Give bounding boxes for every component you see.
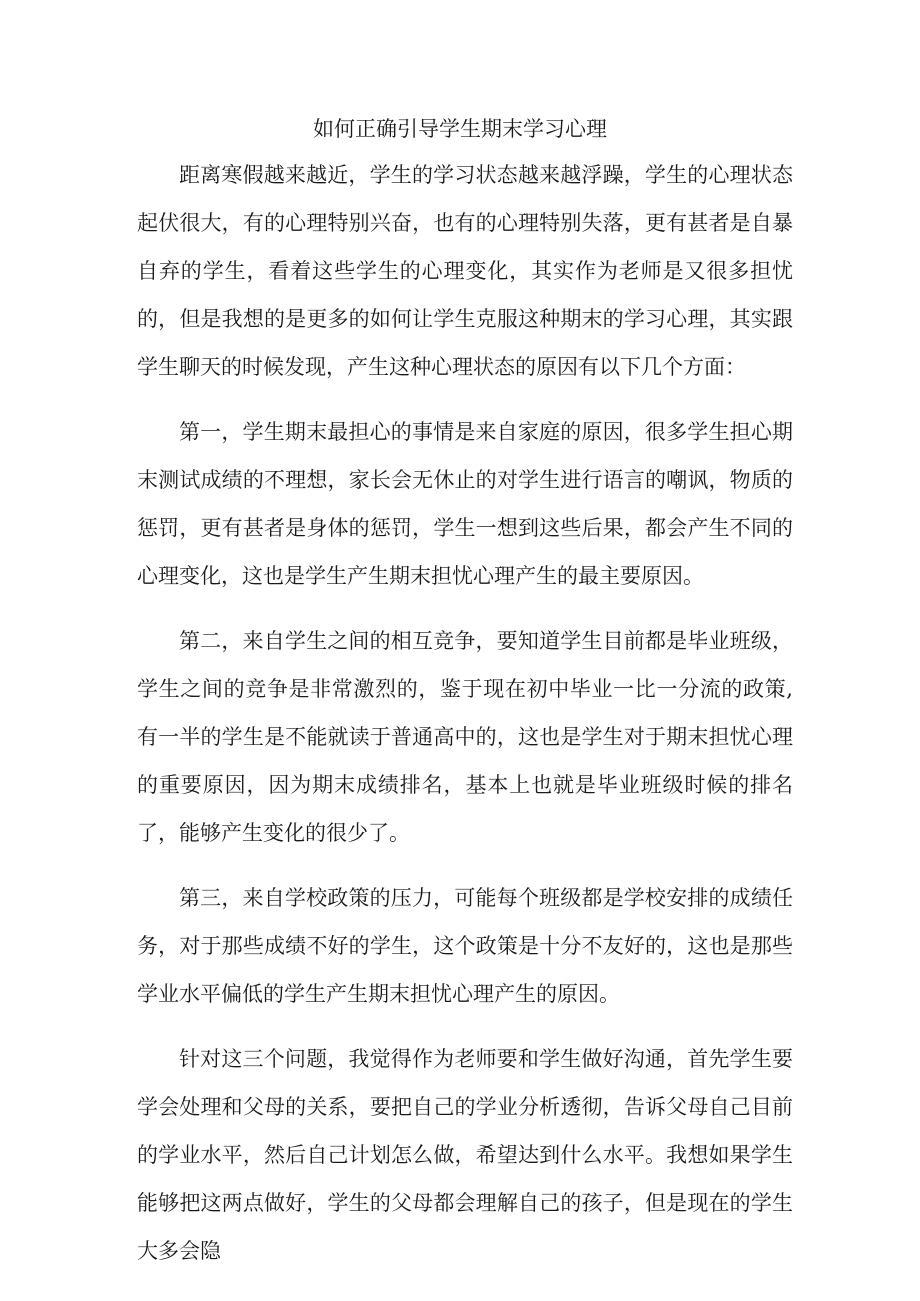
paragraph-intro: 距离寒假越来越近，学生的学习状态越来越浮躁，学生的心理状态起伏很大，有的心理特别兴奋，也有的心理特别失落，更有甚者是自暴自弃的学生，看着这些学生的心理变化，其实作为老师是又很多担忧的，但是我想的是更多的如何让学生克服这种期末的学习心理，其实跟学生聊天的时候发现，产生这种心理状态的原因有以下几个方面： [137, 163, 793, 379]
paragraph-third-reason: 第三，来自学校政策的压力，可能每个班级都是学校安排的成绩任务，对于那些成绩不好的学生，这个政策是十分不友好的，这也是那些学业水平偏低的学生产生期末担忧心理产生的原因。 [137, 886, 793, 1006]
paragraph-first-reason: 第一，学生期末最担心的事情是来自家庭的原因，很多学生担心期末测试成绩的不理想，家长会无休止的对学生进行语言的嘲讽，物质的惩罚，更有甚者是身体的惩罚，学生一想到这些后果，都会产生不同的心理变化，这也是学生产生期末担忧心理产生的最主要原因。 [137, 420, 793, 588]
document-body [137, 151, 793, 1292]
paragraph-solution: 针对这三个问题，我觉得作为老师要和学生做好沟通，首先学生要学会处理和父母的关系，要把自己的学业分析透彻，告诉父母自己目前的学业水平，然后自己计划怎么做，希望达到什么水平。我想如果学生能够把这两点做好，学生的父母都会理解自己的孩子，但是现在的学生大多会隐 [137, 1047, 793, 1263]
paragraph-second-reason: 第二，来自学生之间的相互竞争，要知道学生目前都是毕业班级，学生之间的竞争是非常激烈的，鉴于现在初中毕业一比一分流的政策,有一半的学生是不能就读于普通高中的，这也是学生对于期末担忧心理的重要原因，因为期末成绩排名，基本上也就是毕业班级时候的排名了，能够产生变化的很少了。 [137, 629, 793, 845]
document-title: 如何正确引导学生期末学习心理 [313, 117, 607, 141]
